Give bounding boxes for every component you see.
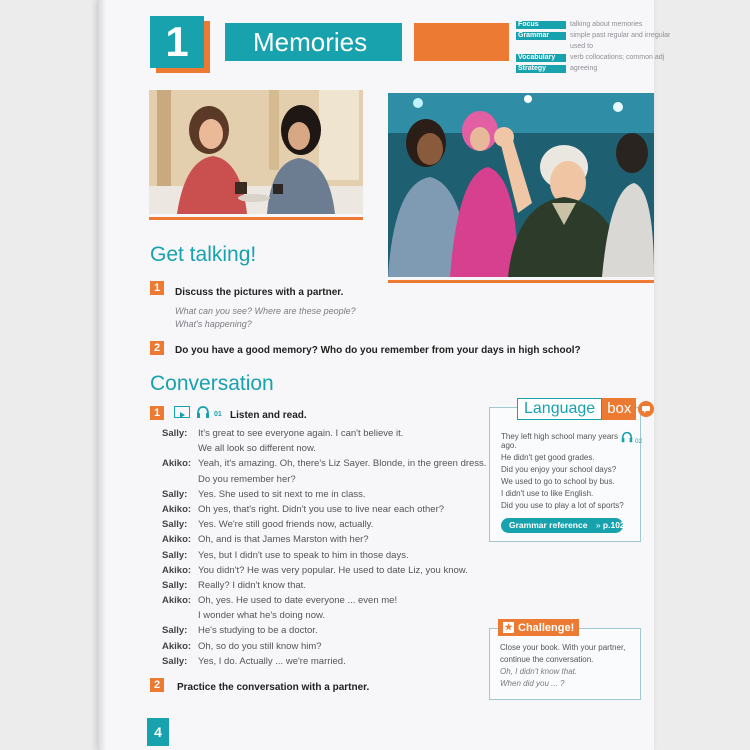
speaker: Sally: [162,655,188,667]
exercise-question: What can you see? Where are these people? [175,306,356,316]
grammar-reference-label: Grammar reference [509,520,588,530]
speaker: Akiko: [162,564,192,576]
dialogue-line [162,656,492,671]
photo-underline [388,280,654,283]
photo-party-dancing [388,93,654,277]
language-box-title [517,398,654,420]
speech-bubble-icon [638,401,654,417]
objective-key: Focus [516,21,566,29]
exercise-instruction: Listen and read. [230,410,307,421]
challenge-text [500,642,635,690]
objective-row [516,53,670,62]
line-text: It's great to see everyone again. I can't believe it. [198,428,404,439]
dialogue-line [162,489,492,504]
objective-row [516,64,670,73]
exercise-instruction: Practice the conversation with a partner. [177,682,370,693]
exercise-number: 1 [150,281,164,295]
speaker: Akiko: [162,503,192,515]
line-text: Yeah, it's amazing. Oh, there's Liz Sayer. Blonde, in the green dress. [198,458,487,470]
page-binding-shadow [98,0,106,750]
grammar-example: He didn't get good grades. [501,453,595,462]
exercise-number: 2 [150,341,164,355]
language-box-title-word: Language [517,398,602,420]
dialogue-line [162,625,492,640]
dialogue-line [162,458,492,473]
grammar-reference-page: p.102 [602,520,625,530]
objective-value: simple past regular and irregular [570,32,671,39]
speaker: Akiko: [162,595,192,607]
speaker: Sally: [162,625,188,637]
line-text: Yes, but I didn't use to speak to him in those days. [198,549,409,561]
dialogue-line [162,504,492,519]
objective-key: Grammar [516,32,566,40]
grammar-example: I didn't use to like English. [501,489,594,498]
line-text: Do you remember her? [198,473,296,485]
objective-key: Vocabulary [516,54,566,62]
track-number: 02 [635,438,643,445]
objective-row [516,31,670,40]
dialogue-line [162,443,492,458]
dialogue-line [162,610,492,625]
objective-value: agreeing [570,65,598,72]
speaker: Akiko: [162,534,192,546]
grammar-example: Did you use to play a lot of sports? [501,501,624,510]
star-icon: ★ [504,622,513,632]
objective-key: Strategy [516,65,566,73]
grammar-reference-link[interactable] [501,518,623,533]
speaker: Sally: [162,428,188,439]
dialogue-line [162,474,492,489]
dialogue-line [162,550,492,565]
line-text: He's studying to be a doctor. [198,625,318,637]
language-box-title-box: box [602,398,636,420]
challenge-title [498,619,579,636]
objective-value: talking about memories [570,21,643,28]
audio-headphones-icon[interactable] [195,404,211,425]
objective-value: used to [570,43,593,50]
dialogue-line [162,580,492,595]
objective-row [516,20,670,29]
arrow-right-icon: » [595,520,601,530]
challenge-line: continue the conversation. [500,655,594,664]
challenge-line: Close your book. With your partner, [500,643,626,652]
line-text: Yes. We're still good friends now, actually. [198,519,374,531]
grammar-example: They left high school many years ago. [501,432,618,450]
dialogue-line [162,565,492,580]
line-text: We all look so different now. [198,443,316,455]
exercise-instruction: Discuss the pictures with a partner. [175,287,344,298]
line-text: Oh yes, that's right. Didn't you use to live near each other? [198,503,445,515]
exercise-question: What's happening? [175,319,252,329]
dialogue-line [162,641,492,656]
objective-value: verb collocations; common adj [570,54,665,61]
photo-underline [149,217,363,220]
grammar-example: We used to go to school by bus. [501,477,615,486]
textbook-page [98,0,671,750]
language-box-examples [501,432,631,513]
challenge-example: When did you ... ? [500,679,565,688]
section-heading-get-talking: Get talking! [150,243,257,266]
photo-women-cafe [149,90,363,214]
line-text: You didn't? He was very popular. He used to date Liz, you know. [198,564,468,576]
speaker: Sally: [162,579,188,591]
page-number: 4 [147,718,169,746]
line-text: Oh, yes. He used to date everyone ... even me! [198,595,398,607]
line-text: Oh, and is that James Marston with her? [198,534,369,546]
dialogue-line [162,428,492,443]
section-heading-conversation: Conversation [150,372,274,395]
speaker: Sally: [162,488,188,500]
exercise-instruction: Do you have a good memory? Who do you remember from your days in high school? [175,345,581,356]
line-text: Yes, I do. Actually ... we're married. [198,655,346,667]
unit-title: Memories [225,23,402,61]
unit-number: 1 [150,16,204,68]
objective-row [516,42,670,51]
line-text: Oh, so do you still know him? [198,640,322,652]
exercise-number: 2 [150,678,164,692]
dialogue-line [162,534,492,549]
line-text: I wonder what he's doing now. [198,610,325,622]
line-text: Really? I didn't know that. [198,579,306,591]
video-icon[interactable] [174,406,190,418]
exercise-number: 1 [150,406,164,420]
speaker: Akiko: [162,458,192,470]
conversation-dialogue [162,428,492,671]
challenge-example: Oh, I didn't know that. [500,667,578,676]
grammar-example: Did you enjoy your school days? [501,465,617,474]
challenge-title-text: Challenge! [518,621,575,634]
line-text: Yes. She used to sit next to me in class. [198,488,366,500]
speaker: Sally: [162,519,188,531]
unit-title-accent [414,23,509,61]
speaker: Sally: [162,549,188,561]
speaker: Akiko: [162,640,192,652]
track-number: 01 [214,411,222,418]
dialogue-line [162,595,492,610]
dialogue-line [162,519,492,534]
unit-objectives [516,20,670,75]
